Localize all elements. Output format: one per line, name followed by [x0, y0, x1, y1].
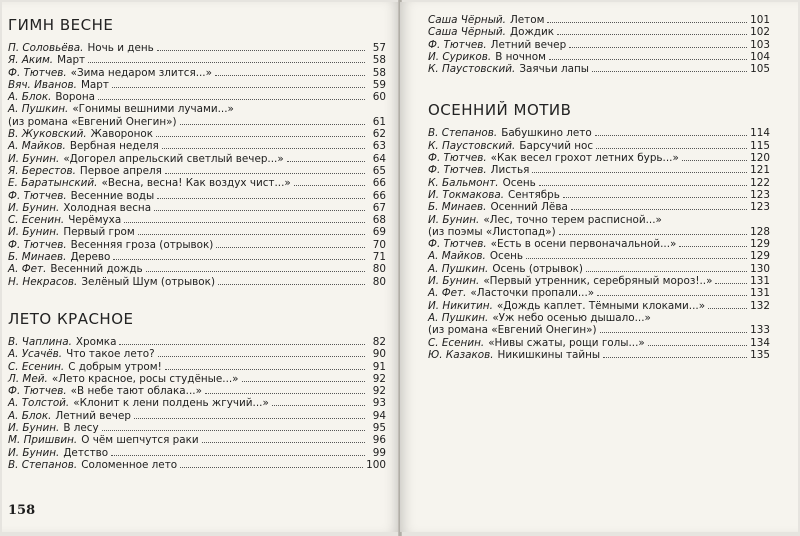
- toc-entry: [8, 422, 386, 434]
- leader-dots: [547, 14, 747, 23]
- entry-title: Листья: [490, 164, 530, 177]
- entry-title: «Первый утренник, серебряный мороз!..»: [483, 275, 713, 288]
- entry-page-number: 105: [750, 63, 770, 76]
- left-page: [2, 2, 400, 532]
- entry-title: Март: [80, 78, 109, 91]
- entry-page-number: 129: [750, 238, 770, 251]
- entry-title: О чём шепчутся раки: [81, 434, 199, 447]
- toc-entry-line: [428, 324, 770, 336]
- leader-dots: [682, 152, 747, 161]
- entry-title: Барсучий нос: [519, 139, 594, 152]
- leader-dots: [600, 324, 748, 333]
- entry-author: Ю. Казаков.: [428, 348, 494, 361]
- entry-title: Ночь и день: [87, 42, 154, 54]
- entry-title: «Весна, весна! Как воздух чист...»: [101, 177, 291, 190]
- leader-dots: [98, 91, 365, 100]
- toc-entry: [428, 275, 770, 287]
- entry-author: А. Пушкин.: [428, 311, 489, 324]
- toc-entry-line: [428, 312, 770, 324]
- entry-page-number: 123: [750, 201, 770, 214]
- toc-entry: [428, 337, 770, 349]
- toc-entry-wrap: [8, 103, 386, 128]
- leader-dots: [559, 226, 748, 235]
- toc-entry: [8, 336, 386, 348]
- entry-author: И. Бунин.: [8, 201, 60, 214]
- leader-dots: [88, 54, 365, 63]
- toc-entry: [428, 140, 770, 152]
- entry-page-number: 67: [372, 201, 386, 214]
- entry-title: Осень: [502, 176, 536, 189]
- toc-entry: [8, 91, 386, 103]
- entry-page-number: 64: [372, 152, 386, 165]
- toc-entry-line: [428, 214, 770, 226]
- toc-entry: [428, 238, 770, 250]
- toc-entry: [8, 434, 386, 446]
- entry-title: Март: [57, 54, 86, 67]
- left-page-contents: [8, 16, 386, 471]
- entry-page-number: 102: [750, 26, 770, 39]
- leader-dots: [138, 226, 365, 235]
- entry-page-number: 66: [372, 189, 386, 202]
- entry-title: Что такое лето?: [66, 348, 155, 361]
- entry-author: В. Степанов.: [428, 127, 498, 140]
- entry-author: А. Пушкин.: [428, 262, 489, 275]
- toc-list: [428, 14, 770, 75]
- toc-entry: [8, 153, 386, 165]
- entry-title: Заячьи лапы: [519, 63, 589, 76]
- entry-title: Летом: [509, 14, 545, 26]
- entry-page-number: 58: [372, 54, 386, 67]
- toc-entry: [8, 263, 386, 275]
- entry-title: Первый гром: [63, 226, 135, 239]
- leader-dots: [532, 164, 747, 173]
- entry-author: Саша Чёрный.: [428, 14, 506, 26]
- entry-author: И. Суриков.: [428, 50, 492, 63]
- toc-entry: [428, 287, 770, 299]
- leader-dots: [218, 276, 365, 285]
- entry-author: Ф. Тютчев.: [8, 238, 67, 251]
- toc-entry: [8, 165, 386, 177]
- toc-entry: [8, 140, 386, 152]
- entry-author: И. Бунин.: [8, 446, 60, 459]
- toc-entry: [428, 26, 770, 38]
- leader-dots: [162, 140, 365, 149]
- entry-author: К. Паустовский.: [428, 139, 516, 152]
- toc-entry: [428, 201, 770, 213]
- toc-entry: [8, 190, 386, 202]
- entry-page-number: 82: [372, 335, 386, 348]
- entry-page-number: 131: [750, 287, 770, 300]
- entry-page-number: 80: [372, 263, 386, 276]
- leader-dots: [539, 177, 747, 186]
- entry-page-number: 65: [372, 164, 386, 177]
- entry-author: И. Бунин.: [8, 422, 60, 435]
- leader-dots: [102, 422, 365, 431]
- toc-list: [428, 127, 770, 361]
- entry-title-continued: (из романа «Евгений Онегин»): [428, 324, 597, 337]
- entry-page-number: 130: [750, 262, 770, 275]
- entry-author: Ф. Тютчев.: [428, 152, 487, 165]
- leader-dots: [603, 349, 747, 358]
- entry-title: Зелёный Шум (отрывок): [81, 275, 215, 288]
- entry-author: К. Бальмонт.: [428, 176, 499, 189]
- leader-dots: [563, 189, 747, 198]
- entry-title: С добрым утром!: [68, 360, 162, 373]
- leader-dots: [180, 116, 365, 125]
- leader-dots: [134, 410, 365, 419]
- entry-page-number: 115: [750, 139, 770, 152]
- entry-page-number: 70: [372, 238, 386, 251]
- toc-entry: [8, 348, 386, 360]
- leader-dots: [569, 39, 747, 48]
- entry-page-number: 92: [372, 385, 386, 398]
- entry-title: «Лес, точно терем расписной...»: [483, 213, 662, 226]
- leader-dots: [708, 300, 747, 309]
- toc-entry: [428, 214, 770, 239]
- entry-author: С. Есенин.: [8, 360, 65, 373]
- toc-entry: [8, 459, 386, 471]
- entry-author: Ф. Тютчев.: [8, 189, 67, 202]
- leader-dots: [648, 337, 747, 346]
- entry-title: Дождик: [509, 26, 555, 39]
- toc-entry: [428, 312, 770, 337]
- toc-entry: [8, 79, 386, 91]
- entry-page-number: 58: [372, 66, 386, 79]
- entry-author: А. Блок.: [8, 409, 52, 422]
- entry-title: «Клонит к лени полдень жгучий...»: [73, 397, 269, 410]
- entry-page-number: 63: [372, 140, 386, 153]
- entry-title: «Ласточки пропали...»: [470, 287, 595, 300]
- entry-title: Жаворонок: [90, 128, 154, 141]
- entry-title: «Нивы сжаты, рощи голы...»: [488, 336, 645, 349]
- entry-title: Соломенное лето: [81, 458, 178, 471]
- leader-dots: [216, 239, 365, 248]
- entry-author: И. Никитин.: [428, 299, 493, 312]
- leader-dots: [157, 42, 365, 51]
- toc-entry: [428, 189, 770, 201]
- entry-author: А. Усачёв.: [8, 348, 63, 361]
- entry-author: Вяч. Иванов.: [8, 78, 77, 91]
- toc-entry: [428, 177, 770, 189]
- entry-page-number: 80: [372, 275, 386, 288]
- section-heading: ОСЕННИЙ МОТИВ: [428, 101, 572, 120]
- entry-title: Никишкины тайны: [497, 348, 601, 361]
- right-page: [400, 2, 798, 532]
- entry-page-number: 131: [750, 275, 770, 288]
- toc-section: [428, 101, 770, 361]
- toc-list: [8, 336, 386, 471]
- entry-title: «Есть в осени первоначальной...»: [490, 238, 677, 251]
- entry-title: «Как весел грохот летних бурь...»: [490, 152, 679, 165]
- entry-author: Л. Мей.: [8, 372, 48, 385]
- entry-page-number: 121: [750, 164, 770, 177]
- toc-entry: [8, 239, 386, 251]
- entry-author: В. Чаплина.: [8, 335, 72, 348]
- entry-page-number: 122: [750, 176, 770, 189]
- entry-page-number: 103: [750, 38, 770, 51]
- entry-page-number: 57: [372, 42, 386, 54]
- toc-entry: [428, 14, 770, 26]
- entry-page-number: 68: [372, 214, 386, 227]
- leader-dots: [180, 459, 363, 468]
- toc-entry: [8, 361, 386, 373]
- toc-entry: [428, 39, 770, 51]
- entry-author: Е. Баратынский.: [8, 177, 98, 190]
- leader-dots: [119, 336, 365, 345]
- entry-title: Бабушкино лето: [501, 127, 592, 140]
- toc-entry: [8, 410, 386, 422]
- entry-page-number: 69: [372, 226, 386, 239]
- toc-entry: [8, 128, 386, 140]
- leader-dots: [526, 250, 747, 259]
- toc-entry: [8, 385, 386, 397]
- entry-author: Я. Берестов.: [8, 164, 76, 177]
- entry-title: Весенняя гроза (отрывок): [70, 238, 214, 251]
- entry-page-number: 59: [372, 78, 386, 91]
- entry-author: А. Фет.: [8, 263, 47, 276]
- entry-author: Б. Минаев.: [8, 251, 67, 264]
- entry-title: «Догорел апрельский светлый вечер...»: [63, 152, 284, 165]
- leader-dots: [202, 434, 365, 443]
- entry-author: Ф. Тютчев.: [428, 238, 487, 251]
- toc-entry: [8, 67, 386, 79]
- entry-title: В ночном: [495, 50, 546, 63]
- entry-page-number: 134: [750, 336, 770, 349]
- leader-dots: [571, 201, 747, 210]
- leader-dots: [549, 51, 747, 60]
- entry-title: «Зима недаром злится...»: [70, 66, 212, 79]
- leader-dots: [586, 263, 747, 272]
- toc-entry: [8, 226, 386, 238]
- leader-dots: [158, 348, 365, 357]
- toc-entry: [428, 127, 770, 139]
- toc-entry: [8, 276, 386, 288]
- toc-entry: [8, 42, 386, 54]
- right-page-contents: [428, 14, 770, 361]
- leader-dots: [124, 214, 365, 223]
- toc-entry: [8, 214, 386, 226]
- toc-entry: [8, 251, 386, 263]
- entry-author: Ф. Тютчев.: [428, 164, 487, 177]
- leader-dots: [596, 140, 747, 149]
- toc-section: [8, 16, 386, 288]
- entry-page-number: 91: [372, 360, 386, 373]
- entry-page-number: 129: [750, 250, 770, 263]
- toc-entry: [8, 103, 386, 128]
- toc-entry-line: [8, 116, 386, 128]
- toc-entry: [8, 397, 386, 409]
- entry-author: Н. Некрасов.: [8, 275, 78, 288]
- entry-title: Сентябрь: [508, 188, 560, 201]
- entry-author: С. Есенин.: [428, 336, 485, 349]
- leader-dots: [592, 63, 747, 72]
- entry-title: «Дождь каплет. Тёмными клоками...»: [496, 299, 706, 312]
- entry-title: Хромка: [75, 335, 117, 348]
- toc-entry: [8, 177, 386, 189]
- entry-author: Я. Аким.: [8, 54, 54, 67]
- leader-dots: [679, 238, 747, 247]
- entry-author: С. Есенин.: [8, 214, 65, 227]
- entry-author: А. Пушкин.: [8, 103, 69, 116]
- entry-page-number: 92: [372, 372, 386, 385]
- entry-title: Весенний дождь: [50, 263, 143, 276]
- entry-page-number: 114: [750, 127, 770, 140]
- entry-title: Детство: [63, 446, 109, 459]
- entry-author: В. Жуковский.: [8, 128, 87, 141]
- entry-author: Ф. Тютчев.: [8, 385, 67, 398]
- entry-page-number: 61: [372, 115, 386, 128]
- entry-title: «В небе тают облака...»: [70, 385, 202, 398]
- entry-page-number: 94: [372, 409, 386, 422]
- entry-page-number: 123: [750, 188, 770, 201]
- entry-title: Осень: [489, 250, 524, 263]
- entry-page-number: 101: [750, 14, 770, 26]
- leader-dots: [715, 275, 747, 284]
- toc-entry: [8, 54, 386, 66]
- toc-entry: [428, 250, 770, 262]
- entry-page-number: 66: [372, 177, 386, 190]
- leader-dots: [272, 397, 365, 406]
- entry-author: Ф. Тютчев.: [428, 38, 487, 51]
- entry-title: Холодная весна: [63, 201, 152, 214]
- entry-page-number: 133: [750, 324, 770, 337]
- leader-dots: [157, 190, 365, 199]
- entry-page-number: 93: [372, 397, 386, 410]
- entry-author: А. Толстой.: [8, 397, 70, 410]
- leader-dots: [112, 79, 365, 88]
- section-heading: ЛЕТО КРАСНОЕ: [8, 309, 134, 328]
- entry-author: К. Паустовский.: [428, 63, 516, 76]
- entry-page-number: 71: [372, 251, 386, 264]
- toc-entry-line: [428, 226, 770, 238]
- entry-author: Саша Чёрный.: [428, 26, 506, 39]
- leader-dots: [597, 287, 747, 296]
- toc-entry: [428, 152, 770, 164]
- entry-title-continued: (из поэмы «Листопад»): [428, 225, 556, 238]
- entry-page-number: 128: [750, 225, 770, 238]
- entry-title: Летний вечер: [490, 38, 567, 51]
- entry-author: М. Пришвин.: [8, 434, 78, 447]
- toc-entry: [8, 202, 386, 214]
- entry-page-number: 60: [372, 91, 386, 104]
- entry-author: И. Бунин.: [428, 275, 480, 288]
- leader-dots: [287, 153, 365, 162]
- leader-dots: [113, 251, 365, 260]
- entry-title: Первое апреля: [79, 164, 162, 177]
- toc-entry: [428, 349, 770, 361]
- leader-dots: [557, 26, 747, 35]
- entry-title: «Лето красное, росы студёные...»: [51, 372, 239, 385]
- toc-entry: [8, 447, 386, 459]
- entry-title: «Гонимы вешними лучами...»: [72, 103, 234, 116]
- entry-title: Весенние воды: [70, 189, 155, 202]
- leader-dots: [294, 177, 365, 186]
- toc-entry: [428, 300, 770, 312]
- entry-author: А. Майков.: [8, 140, 66, 153]
- entry-author: П. Соловьёва.: [8, 42, 84, 54]
- section-heading: ГИМН ВЕСНЕ: [8, 16, 114, 34]
- toc-entry: [428, 63, 770, 75]
- leader-dots: [242, 373, 365, 382]
- toc-entry: [8, 373, 386, 385]
- entry-page-number: 90: [372, 348, 386, 361]
- entry-author: А. Фет.: [428, 287, 467, 300]
- toc-entry-wrap: [428, 312, 770, 337]
- entry-page-number: 100: [366, 458, 386, 471]
- entry-author: А. Майков.: [428, 250, 486, 263]
- leader-dots: [111, 447, 365, 456]
- entry-author: Б. Минаев.: [428, 201, 487, 214]
- leader-dots: [595, 127, 747, 136]
- entry-page-number: 62: [372, 128, 386, 141]
- entry-author: А. Блок.: [8, 91, 52, 104]
- toc-entry: [428, 263, 770, 275]
- toc-section: [8, 310, 386, 471]
- entry-author: И. Бунин.: [428, 213, 480, 226]
- entry-title: Осень (отрывок): [492, 262, 583, 275]
- leader-dots: [156, 128, 365, 137]
- entry-page-number: 99: [372, 446, 386, 459]
- toc-section: [428, 14, 770, 75]
- leader-dots: [165, 165, 365, 174]
- entry-page-number: 132: [750, 299, 770, 312]
- toc-entry: [428, 51, 770, 63]
- entry-title: Ворона: [55, 91, 96, 104]
- toc-list: [8, 42, 386, 288]
- entry-title: Летний вечер: [55, 409, 131, 422]
- entry-page-number: 95: [372, 422, 386, 435]
- entry-title: «Уж небо осенью дышало...»: [492, 311, 651, 324]
- toc-entry: [428, 164, 770, 176]
- entry-page-number: 135: [750, 348, 770, 361]
- page-number: 158: [8, 503, 36, 518]
- leader-dots: [154, 202, 365, 211]
- leader-dots: [146, 263, 365, 272]
- entry-title: Черёмуха: [68, 214, 122, 227]
- entry-author: В. Степанов.: [8, 458, 78, 471]
- entry-page-number: 120: [750, 152, 770, 165]
- leader-dots: [215, 67, 365, 76]
- entry-author: И. Бунин.: [8, 226, 60, 239]
- entry-page-number: 104: [750, 50, 770, 63]
- leader-dots: [205, 385, 365, 394]
- entry-title-continued: (из романа «Евгений Онегин»): [8, 115, 177, 128]
- entry-title: В лесу: [63, 422, 99, 435]
- entry-author: Ф. Тютчев.: [8, 66, 67, 79]
- entry-author: И. Бунин.: [8, 152, 60, 165]
- entry-title: Дерево: [70, 251, 111, 264]
- toc-entry-wrap: [428, 214, 770, 239]
- entry-title: Осенний Лёва: [490, 201, 568, 214]
- toc-entry-line: [8, 103, 386, 115]
- entry-title: Вербная неделя: [69, 140, 159, 153]
- entry-page-number: 96: [372, 434, 386, 447]
- entry-author: И. Токмакова.: [428, 188, 504, 201]
- leader-dots: [165, 361, 365, 370]
